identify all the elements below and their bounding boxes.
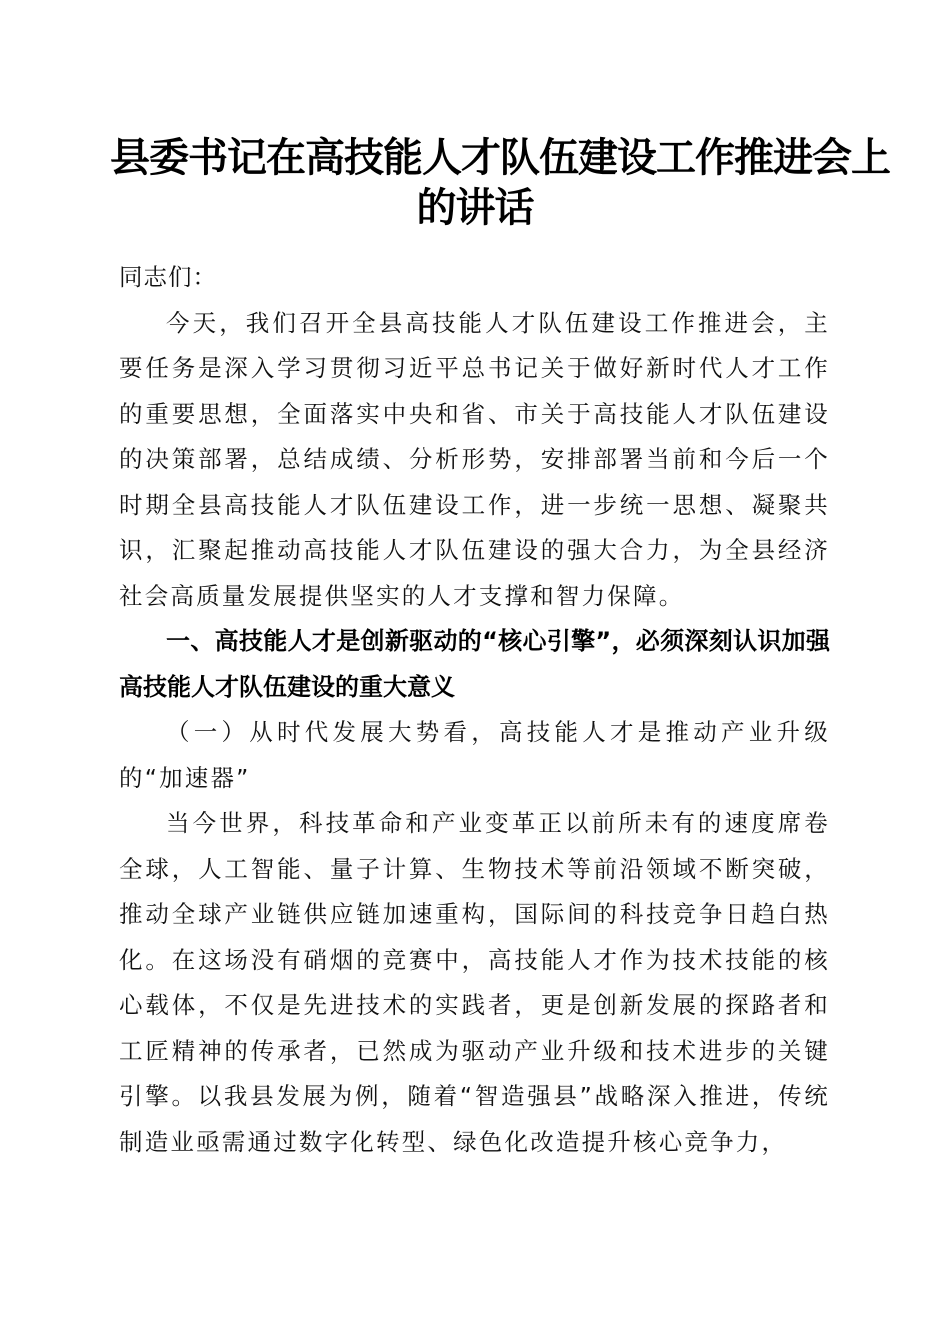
title-line-1: 县委书记在高技能人才队伍建设工作推进会上 xyxy=(110,134,890,181)
salutation: 同志们： xyxy=(119,263,217,291)
body-paragraph-1-1: 当今世界，科技革命和产业变革正以前所未有的速度席卷全球，人工智能、量子计算、生物技术等前沿领域不断突破，推动全球产业链供应链加速重构，国际间的科技竞争日趋白热化。在这场没有硝烟的竞赛中，高技能人才作为技术技能的核心载体，不仅是先进技术的实践者，更是创新发展的探路者和工匠精神的传承者，已然成为驱动产业升级和技术进步的关键引擎。以我县发展为例，随着“智造强县”战略深入推进，传统制造业亟需通过数字化转型、绿色化改造提升核心竞争力， xyxy=(119,809,830,1156)
subsection-heading-1-1: （一）从时代发展大势看，高技能人才是推动产业升级的“加速器” xyxy=(119,718,830,792)
section-heading-1: 一、高技能人才是创新驱动的“核心引擎”，必须深刻认识加强高技能人才队伍建设的重大意义 xyxy=(119,627,830,701)
intro-paragraph: 今天，我们召开全县高技能人才队伍建设工作推进会，主要任务是深入学习贯彻习近平总书记关于做好新时代人才工作的重要思想，全面落实中央和省、市关于高技能人才队伍建设的决策部署，总结成绩、分析形势，安排部署当前和今后一个时期全县高技能人才队伍建设工作，进一步统一思想、凝聚共识，汇聚起推动高技能人才队伍建设的强大合力，为全县经济社会高质量发展提供坚实的人才支撑和智力保障。 xyxy=(119,308,830,610)
title-line-2: 的讲话 xyxy=(416,184,534,231)
document-title xyxy=(110,133,890,233)
document-body xyxy=(119,255,830,1165)
